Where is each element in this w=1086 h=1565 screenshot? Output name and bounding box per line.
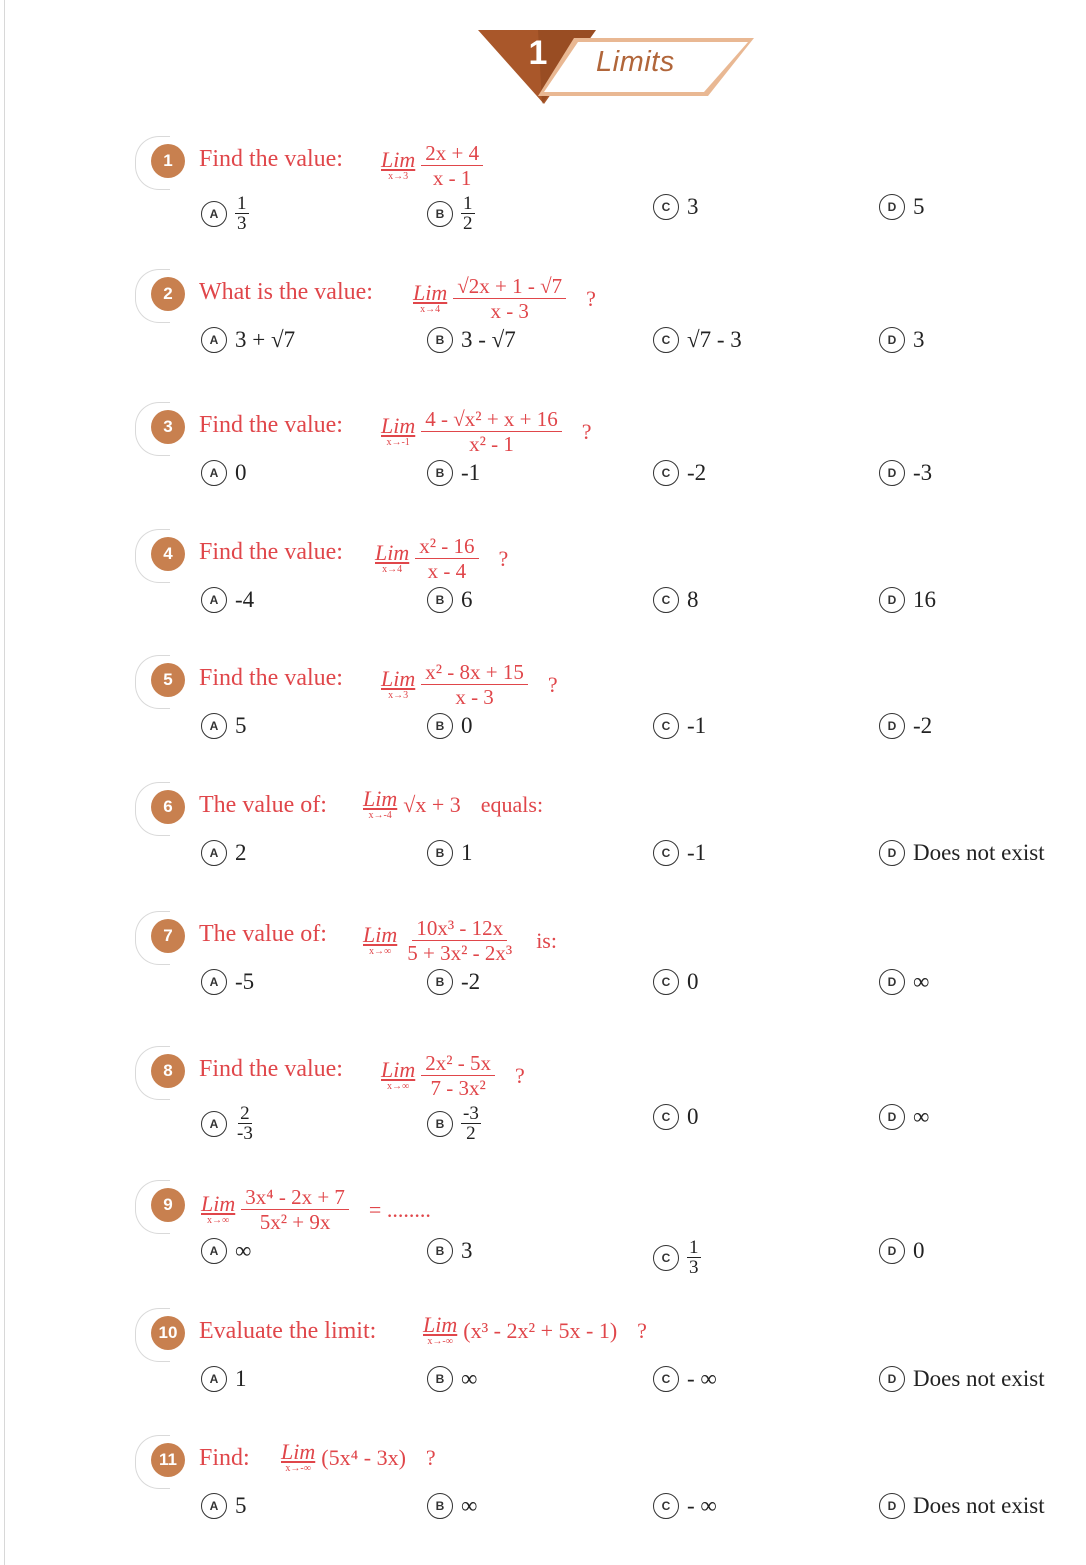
limit-expression — [281, 1441, 436, 1474]
option-denominator: 2 — [466, 1123, 476, 1144]
option-value: 8 — [687, 587, 699, 612]
option-letter-circle[interactable]: C — [653, 1493, 679, 1519]
fraction — [453, 275, 566, 322]
option-letter-circle[interactable]: D — [879, 1238, 905, 1264]
option-a[interactable] — [201, 713, 247, 739]
numerator: x² - 8x + 15 — [421, 661, 528, 685]
lim-word: Lim — [413, 280, 448, 306]
fraction — [415, 535, 478, 582]
option-b[interactable] — [427, 1366, 477, 1392]
option-denominator: 2 — [463, 213, 473, 234]
option-value: -3 — [913, 460, 933, 485]
lim-subscript: x→-∞ — [427, 1336, 453, 1347]
question-tail: is: — [536, 927, 557, 953]
denominator: x - 4 — [427, 559, 467, 584]
option-a[interactable] — [201, 1238, 251, 1264]
option-letter-circle[interactable]: A — [201, 713, 227, 739]
numerator: 4 - √x² + x + 16 — [421, 408, 562, 432]
fraction — [421, 661, 528, 708]
option-d[interactable] — [879, 1238, 925, 1264]
question-9 — [135, 1186, 1075, 1306]
option-value: 1 — [461, 840, 473, 865]
question-tail: ? — [581, 418, 592, 444]
option-a[interactable] — [201, 1366, 247, 1392]
option-value: 16 — [913, 587, 936, 612]
denominator: 5 + 3x² - 2x³ — [407, 941, 513, 966]
limit-expression — [413, 275, 596, 322]
option-letter-circle[interactable]: D — [879, 460, 905, 486]
question-prompt: Find the value: — [199, 1056, 343, 1082]
option-letter-circle[interactable]: A — [201, 1493, 227, 1519]
question-tail: ? — [637, 1317, 647, 1343]
question-7 — [135, 917, 1075, 1037]
question-number-badge: 3 — [151, 410, 185, 444]
option-letter-circle[interactable]: D — [879, 1366, 905, 1392]
lim-operator — [375, 542, 409, 575]
question-prompt: The value of: — [199, 921, 327, 947]
limit-expression — [381, 1052, 525, 1099]
question-number-badge: 7 — [151, 919, 185, 953]
lim-operator — [381, 668, 415, 701]
option-d[interactable] — [879, 1104, 929, 1130]
limit-expression — [363, 917, 557, 964]
question-number-badge: 8 — [151, 1054, 185, 1088]
option-b[interactable] — [427, 1104, 481, 1143]
option-c[interactable] — [653, 1238, 701, 1277]
option-c[interactable] — [653, 327, 742, 353]
option-numerator: -3 — [463, 1103, 479, 1124]
option-value: 3 + √7 — [235, 327, 296, 352]
lim-word: Lim — [423, 1312, 458, 1337]
option-value: -2 — [687, 460, 707, 485]
question-3 — [135, 408, 1075, 528]
denominator: x - 1 — [432, 166, 472, 191]
option-value: 2 — [235, 840, 247, 865]
option-c[interactable] — [653, 840, 706, 866]
question-number-badge: 5 — [151, 663, 185, 697]
option-letter-circle[interactable]: A — [201, 1111, 227, 1137]
question-number-badge: 11 — [151, 1443, 185, 1477]
question-4 — [135, 535, 1075, 655]
question-11 — [135, 1441, 1075, 1561]
chapter-title: Limits — [596, 46, 675, 78]
fraction — [421, 142, 483, 189]
option-letter-circle[interactable]: A — [201, 327, 227, 353]
option-value: -1 — [461, 460, 481, 485]
lim-subscript: x→-4 — [368, 810, 392, 821]
limit-expression — [363, 788, 543, 821]
lim-operator — [363, 924, 397, 957]
question-6 — [135, 788, 1075, 908]
lim-operator — [363, 788, 397, 821]
question-8 — [135, 1052, 1075, 1172]
limit-expression — [381, 408, 592, 455]
option-d[interactable] — [879, 327, 925, 353]
expression: √x + 3 — [403, 791, 461, 817]
question-prompt: The value of: — [199, 792, 327, 818]
option-b[interactable] — [427, 460, 480, 486]
option-letter-circle[interactable]: A — [201, 840, 227, 866]
option-letter-circle[interactable]: C — [653, 1245, 679, 1271]
question-prompt: Find the value: — [199, 412, 343, 438]
option-d[interactable] — [879, 713, 932, 739]
lim-word: Lim — [375, 540, 410, 566]
option-value: 3 — [461, 1238, 473, 1263]
option-denominator: 3 — [689, 1257, 699, 1278]
numerator: √2x + 1 - √7 — [453, 275, 566, 299]
question-tail: ? — [586, 285, 596, 311]
option-b[interactable] — [427, 840, 473, 866]
option-letter-circle[interactable]: D — [879, 327, 905, 353]
option-value: 0 — [687, 969, 699, 994]
chapter-header — [478, 28, 758, 106]
option-c[interactable] — [653, 460, 706, 486]
option-d[interactable] — [879, 194, 925, 220]
option-value: 5 — [913, 194, 925, 219]
lim-word: Lim — [381, 147, 416, 173]
option-letter-circle[interactable]: D — [879, 969, 905, 995]
option-value: Does not exist — [913, 840, 1045, 865]
option-value: 5 — [235, 713, 247, 738]
question-1 — [135, 142, 1075, 262]
option-numerator: 2 — [240, 1103, 250, 1124]
option-letter-circle[interactable]: D — [879, 713, 905, 739]
option-d[interactable] — [879, 1366, 1045, 1392]
limit-expression — [381, 661, 558, 708]
question-prompt: Find: — [199, 1445, 250, 1471]
limit-expression — [201, 1186, 431, 1233]
option-d[interactable] — [879, 587, 936, 613]
numerator: 3x⁴ - 2x + 7 — [241, 1186, 349, 1210]
option-value: 0 — [913, 1238, 925, 1263]
option-letter-circle[interactable]: A — [201, 201, 227, 227]
option-letter-circle[interactable]: B — [427, 713, 453, 739]
option-letter-circle[interactable]: B — [427, 460, 453, 486]
fraction — [421, 408, 562, 455]
lim-subscript: x→∞ — [387, 1081, 410, 1093]
option-b[interactable] — [427, 327, 516, 353]
fraction — [241, 1186, 349, 1233]
option-b[interactable] — [427, 1493, 477, 1519]
lim-subscript: x→∞ — [369, 946, 392, 958]
option-c[interactable] — [653, 1493, 717, 1519]
question-prompt: Find the value: — [199, 539, 343, 565]
denominator: x² - 1 — [469, 432, 514, 457]
option-letter-circle[interactable]: B — [427, 327, 453, 353]
option-letter-circle[interactable]: C — [653, 587, 679, 613]
option-value: -4 — [235, 587, 255, 612]
limit-expression — [423, 1314, 647, 1347]
option-a[interactable] — [201, 840, 247, 866]
lim-word: Lim — [381, 413, 416, 439]
question-prompt: Evaluate the limit: — [199, 1318, 377, 1344]
option-letter-circle[interactable]: B — [427, 587, 453, 613]
question-prompt: Find the value: — [199, 665, 343, 691]
question-number-badge: 2 — [151, 277, 185, 311]
option-denominator: 3 — [237, 213, 247, 234]
option-value: ∞ — [461, 1366, 478, 1391]
page-edge — [4, 0, 5, 1565]
limit-expression — [375, 535, 508, 582]
option-c[interactable] — [653, 587, 699, 613]
lim-operator — [281, 1441, 315, 1474]
option-letter-circle[interactable]: B — [427, 1111, 453, 1137]
option-value: 1 — [235, 1366, 247, 1391]
question-tail: = ........ — [368, 1196, 431, 1222]
option-value: 0 — [687, 1104, 699, 1129]
option-a[interactable] — [201, 460, 247, 486]
denominator: x - 3 — [490, 299, 529, 324]
question-prompt: Find the value: — [199, 146, 343, 172]
question-tail: ? — [547, 671, 558, 697]
option-letter-circle[interactable]: D — [879, 587, 905, 613]
option-value: - ∞ — [687, 1366, 717, 1391]
option-letter-circle[interactable]: C — [653, 194, 679, 220]
question-number-badge: 6 — [151, 790, 185, 824]
option-fraction — [461, 194, 475, 233]
option-c[interactable] — [653, 713, 706, 739]
chapter-number: 1 — [528, 34, 548, 72]
option-letter-circle[interactable]: C — [653, 969, 679, 995]
question-number-badge: 1 — [151, 144, 185, 178]
option-value: √7 - 3 — [687, 327, 742, 352]
option-d[interactable] — [879, 840, 1045, 866]
option-value: 3 - √7 — [461, 327, 516, 352]
denominator: x - 3 — [455, 685, 494, 710]
lim-word: Lim — [381, 1057, 416, 1083]
lim-subscript: x→4 — [382, 564, 403, 576]
option-value: ∞ — [235, 1238, 252, 1263]
option-value: -2 — [461, 969, 481, 994]
option-a[interactable] — [201, 587, 254, 613]
option-letter-circle[interactable]: B — [427, 201, 453, 227]
option-letter-circle[interactable]: C — [653, 1104, 679, 1130]
question-tail: equals: — [480, 791, 544, 817]
option-denominator: -3 — [237, 1123, 253, 1144]
option-value: ∞ — [913, 1104, 930, 1129]
option-c[interactable] — [653, 194, 699, 220]
question-10 — [135, 1314, 1075, 1434]
option-letter-circle[interactable]: D — [879, 1493, 905, 1519]
option-letter-circle[interactable]: D — [879, 840, 905, 866]
numerator: 2x + 4 — [421, 142, 483, 166]
expression: (x³ - 2x² + 5x - 1) — [463, 1317, 618, 1343]
option-value: -1 — [687, 713, 707, 738]
lim-operator — [381, 1059, 415, 1092]
question-number-badge: 4 — [151, 537, 185, 571]
option-value: Does not exist — [913, 1493, 1045, 1518]
question-prompt: What is the value: — [199, 279, 373, 305]
lim-subscript: x→3 — [388, 171, 409, 183]
numerator: 2x² - 5x — [421, 1052, 495, 1076]
question-2 — [135, 275, 1075, 395]
option-value: 6 — [461, 587, 473, 612]
lim-operator — [423, 1314, 457, 1347]
option-b[interactable] — [427, 713, 473, 739]
option-letter-circle[interactable]: C — [653, 713, 679, 739]
option-letter-circle[interactable]: B — [427, 1366, 453, 1392]
option-value: 0 — [235, 460, 247, 485]
question-number-badge: 9 — [151, 1188, 185, 1222]
option-c[interactable] — [653, 1104, 699, 1130]
option-value: ∞ — [461, 1493, 478, 1518]
lim-subscript: x→∞ — [207, 1215, 230, 1227]
lim-operator — [201, 1193, 235, 1226]
option-value: 5 — [235, 1493, 247, 1518]
option-numerator: 1 — [237, 193, 247, 214]
fraction — [421, 1052, 495, 1099]
option-letter-circle[interactable]: B — [427, 1493, 453, 1519]
option-value: -2 — [913, 713, 933, 738]
option-letter-circle[interactable]: A — [201, 1238, 227, 1264]
option-b[interactable] — [427, 194, 475, 233]
lim-word: Lim — [381, 666, 416, 692]
denominator: 7 - 3x² — [430, 1076, 486, 1101]
question-5 — [135, 661, 1075, 781]
fraction — [403, 917, 516, 964]
lim-operator — [413, 282, 447, 315]
option-d[interactable] — [879, 1493, 1045, 1519]
option-fraction — [235, 1104, 255, 1143]
option-fraction — [461, 1104, 481, 1143]
option-letter-circle[interactable]: C — [653, 327, 679, 353]
option-letter-circle[interactable]: D — [879, 1104, 905, 1130]
question-tail: ? — [515, 1062, 525, 1088]
denominator: 5x² + 9x — [259, 1210, 331, 1235]
lim-word: Lim — [281, 1439, 316, 1464]
option-a[interactable] — [201, 969, 254, 995]
option-value: -1 — [687, 840, 707, 865]
expression: (5x⁴ - 3x) — [321, 1444, 406, 1470]
option-letter-circle[interactable]: A — [201, 460, 227, 486]
numerator: 10x³ - 12x — [412, 917, 507, 941]
option-b[interactable] — [427, 969, 480, 995]
option-value: -5 — [235, 969, 255, 994]
numerator: x² - 16 — [415, 535, 478, 559]
option-value: Does not exist — [913, 1366, 1045, 1391]
lim-word: Lim — [201, 1191, 236, 1217]
option-b[interactable] — [427, 1238, 473, 1264]
lim-operator — [381, 415, 415, 448]
option-numerator: 1 — [463, 193, 473, 214]
option-letter-circle[interactable]: A — [201, 1366, 227, 1392]
option-letter-circle[interactable]: B — [427, 1238, 453, 1264]
option-d[interactable] — [879, 969, 929, 995]
option-value: ∞ — [913, 969, 930, 994]
lim-subscript: x→-∞ — [285, 1463, 311, 1474]
option-letter-circle[interactable]: B — [427, 840, 453, 866]
lim-subscript: x→-1 — [386, 437, 410, 449]
option-c[interactable] — [653, 1366, 717, 1392]
lim-word: Lim — [363, 786, 398, 811]
option-a[interactable] — [201, 194, 249, 233]
lim-subscript: x→4 — [420, 304, 441, 316]
question-tail: ? — [498, 545, 509, 571]
option-b[interactable] — [427, 587, 473, 613]
option-value: 3 — [687, 194, 699, 219]
option-c[interactable] — [653, 969, 699, 995]
option-value: - ∞ — [687, 1493, 717, 1518]
option-fraction — [687, 1238, 701, 1277]
question-tail: ? — [425, 1444, 436, 1470]
option-letter-circle[interactable]: A — [201, 969, 227, 995]
question-number-badge: 10 — [151, 1316, 185, 1350]
option-numerator: 1 — [689, 1237, 699, 1258]
option-letter-circle[interactable]: C — [653, 1366, 679, 1392]
lim-word: Lim — [363, 922, 398, 948]
option-value: 3 — [913, 327, 925, 352]
option-letter-circle[interactable]: D — [879, 194, 905, 220]
lim-subscript: x→3 — [388, 690, 409, 702]
option-a[interactable] — [201, 327, 295, 353]
option-a[interactable] — [201, 1493, 247, 1519]
option-fraction — [235, 194, 249, 233]
limit-expression — [381, 142, 483, 189]
option-letter-circle[interactable]: A — [201, 587, 227, 613]
option-letter-circle[interactable]: C — [653, 460, 679, 486]
option-value: 0 — [461, 713, 473, 738]
option-letter-circle[interactable]: B — [427, 969, 453, 995]
option-letter-circle[interactable]: C — [653, 840, 679, 866]
option-a[interactable] — [201, 1104, 255, 1143]
lim-operator — [381, 149, 415, 182]
option-d[interactable] — [879, 460, 932, 486]
